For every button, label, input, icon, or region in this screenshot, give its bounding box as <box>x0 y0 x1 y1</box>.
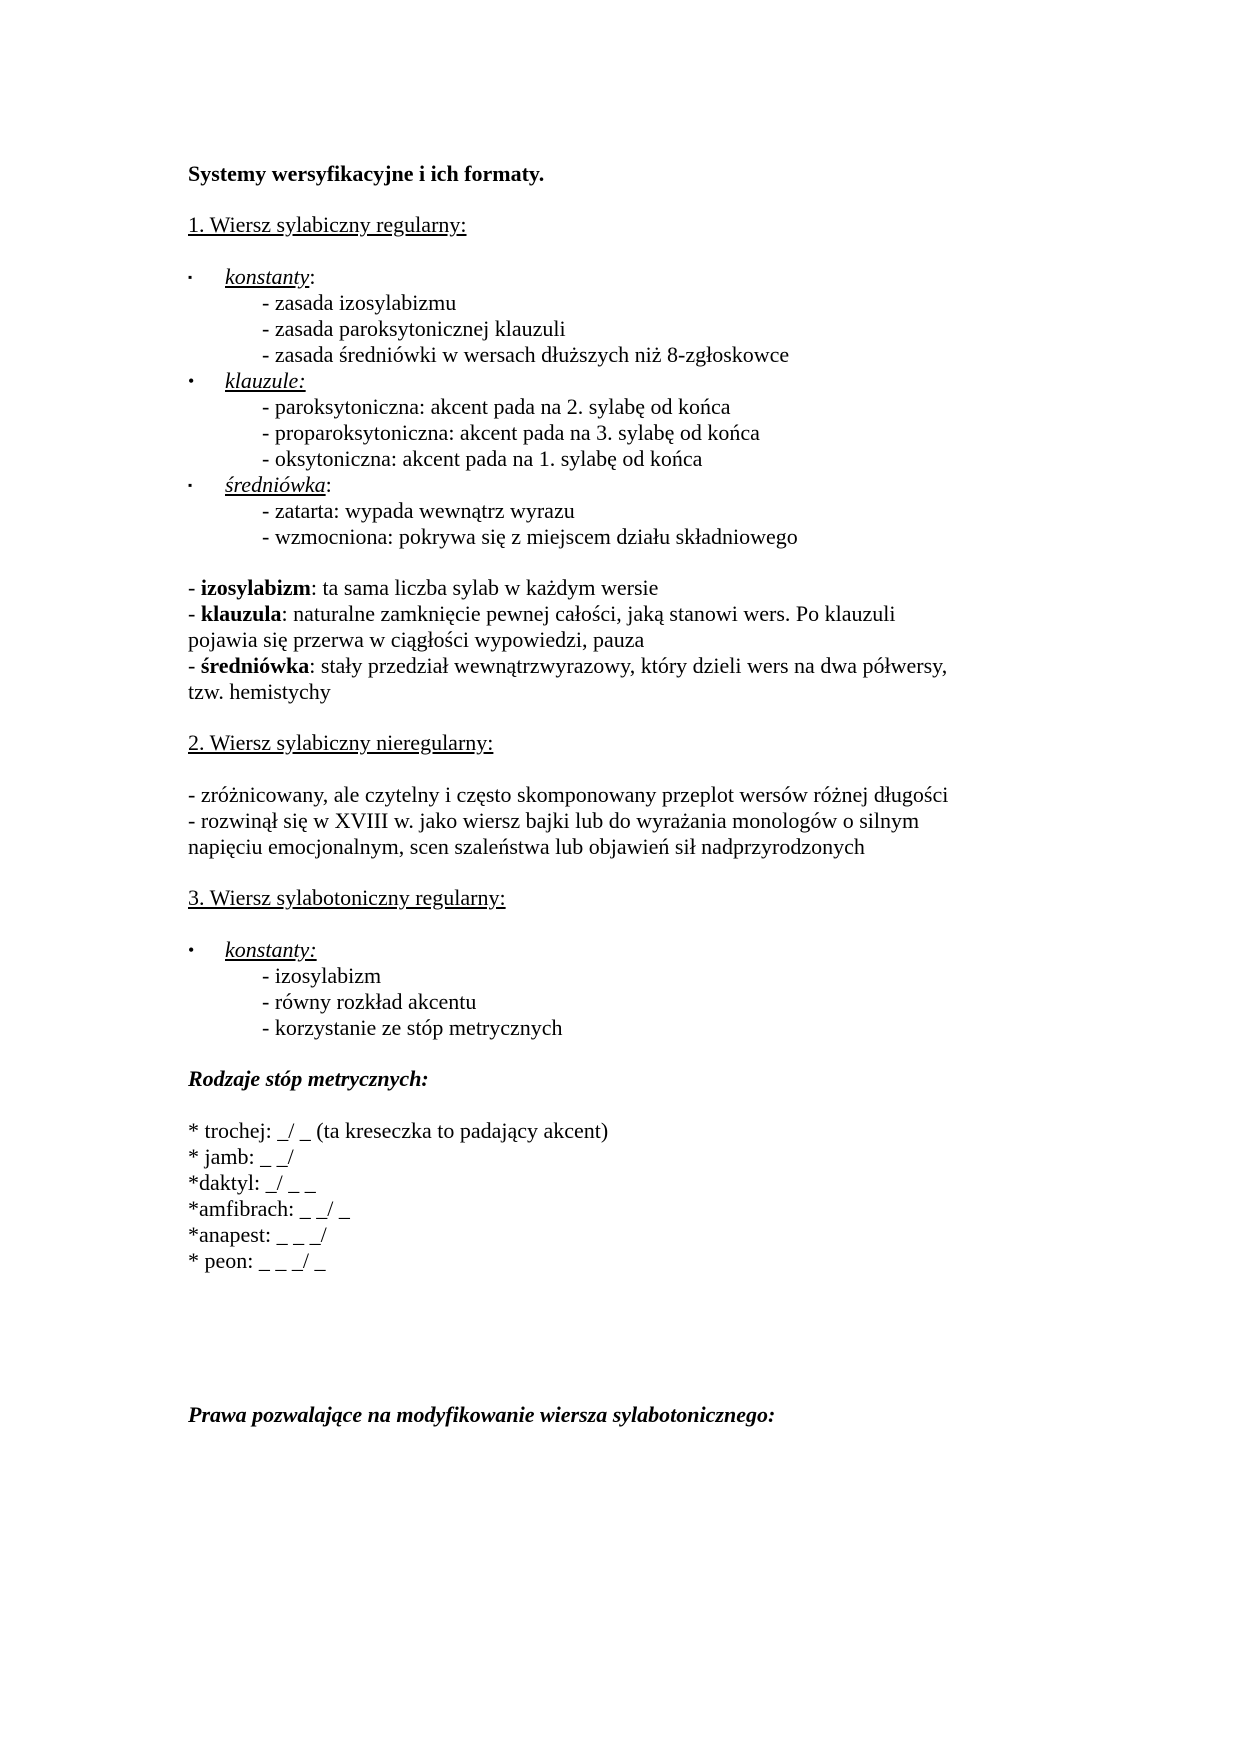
definition-text: : ta sama liczba sylab w każdym wersie <box>310 575 659 600</box>
section-3-constants-item: - korzystanie ze stóp metrycznych <box>262 1015 563 1040</box>
foot-item: *amfibrach: _ _/ _ <box>188 1196 350 1221</box>
foot-item: * jamb: _ _/ <box>188 1144 294 1169</box>
caesura-item: - wzmocniona: pokrywa się z miejscem działu składniowego <box>262 524 798 549</box>
foot-item: *anapest: _ _ _/ <box>188 1222 327 1247</box>
clauses-label: klauzule: <box>225 368 306 393</box>
section-3-constants-item: - równy rozkład akcentu <box>262 989 477 1014</box>
clauses-item: - proparoksytoniczna: akcent pada na 3. sylabę od końca <box>262 420 760 445</box>
constants-item: - zasada średniówki w wersach dłuższych niż 8-zgłoskowce <box>262 342 790 367</box>
clauses-item: - paroksytoniczna: akcent pada na 2. sylabę od końca <box>262 394 731 419</box>
bullet-icon: • <box>188 371 195 391</box>
definition-izosylabizm: - izosylabizm: ta sama liczba sylab w każdym wersie <box>188 575 659 600</box>
section-1-heading: 1. Wiersz sylabiczny regularny: <box>188 212 467 237</box>
constants-label-line <box>225 263 315 291</box>
bullet-icon: • <box>188 940 195 960</box>
caesura-label-line <box>225 471 332 499</box>
caesura-label: średniówka <box>225 472 326 497</box>
definition-term: średniówka <box>200 653 310 678</box>
foot-item: * trochej: _/ _ (ta kreseczka to padający akcent) <box>188 1118 609 1143</box>
definition-sredniowka: - średniówka: stały przedział wewnątrzwyrazowy, który dzieli wers na dwa półwersy, <box>188 653 948 678</box>
constants-label: konstanty <box>225 264 310 289</box>
clauses-item: - oksytoniczna: akcent pada na 1. sylabę od końca <box>262 446 703 471</box>
constants-suffix: : <box>309 264 316 289</box>
definition-term: izosylabizm <box>200 575 311 600</box>
section-3-heading: 3. Wiersz sylabotoniczny regularny: <box>188 885 506 910</box>
foot-item: * peon: _ _ _/ _ <box>188 1248 326 1273</box>
final-heading: Prawa pozwalające na modyfikowanie wiersza sylabotonicznego: <box>188 1402 776 1427</box>
definition-text-continued: pojawia się przerwa w ciągłości wypowiedzi, pauza <box>188 627 645 652</box>
section-2-line: - rozwinął się w XVIII w. jako wiersz bajki lub do wyrażania monologów o silnym <box>188 808 920 833</box>
section-2-heading: 2. Wiersz sylabiczny nieregularny: <box>188 730 494 755</box>
definition-text: : stały przedział wewnątrzwyrazowy, który dzieli wers na dwa półwersy, <box>309 653 948 678</box>
constants-item: - zasada paroksytonicznej klauzuli <box>262 316 566 341</box>
definition-klauzula: - klauzula: naturalne zamknięcie pewnej całości, jaką stanowi wers. Po klauzuli <box>188 601 896 626</box>
section-3-constants-item: - izosylabizm <box>262 963 382 988</box>
caesura-item: - zatarta: wypada wewnątrz wyrazu <box>262 498 575 523</box>
definition-text: : naturalne zamknięcie pewnej całości, jaką stanowi wers. Po klauzuli <box>281 601 896 626</box>
constants-item: - zasada izosylabizmu <box>262 290 457 315</box>
section-3-constants-label: konstanty: <box>225 937 317 962</box>
foot-item: *daktyl: _/ _ _ <box>188 1170 316 1195</box>
definition-text-continued: tzw. hemistychy <box>188 679 331 704</box>
bullet-icon: ▪ <box>188 478 193 492</box>
definition-term: klauzula <box>200 601 282 626</box>
feet-heading: Rodzaje stóp metrycznych: <box>188 1066 429 1091</box>
document-title: Systemy wersyfikacyjne i ich formaty. <box>188 161 545 186</box>
section-2-line: - zróżnicowany, ale czytelny i często skomponowany przeplot wersów różnej długości <box>188 782 949 807</box>
section-2-line: napięciu emocjonalnym, scen szaleństwa lub objawień sił nadprzyrodzonych <box>188 834 865 859</box>
bullet-icon: ▪ <box>188 270 193 284</box>
caesura-suffix: : <box>325 472 332 497</box>
